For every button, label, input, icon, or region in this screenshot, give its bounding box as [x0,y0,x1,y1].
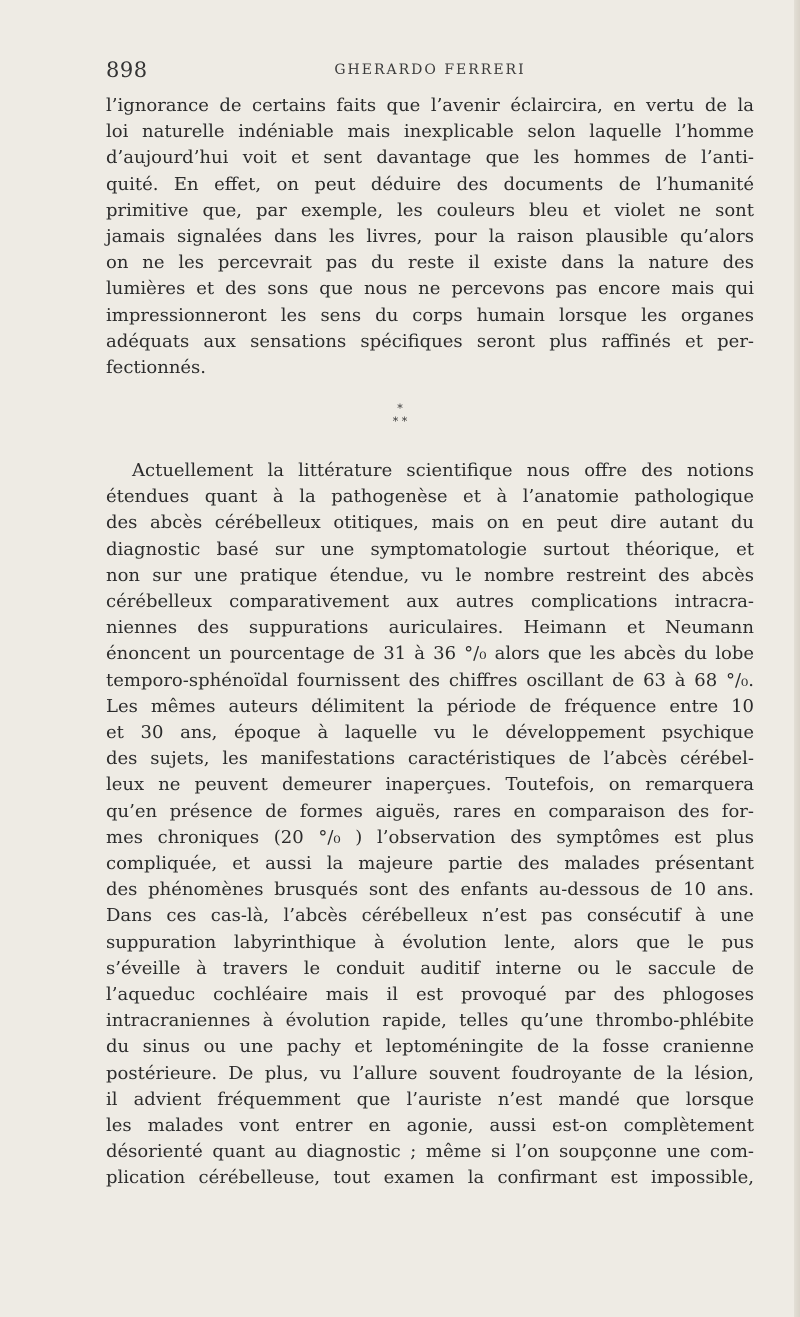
text-line: mes chroniques (20 °/₀ ) l’observation des symptômes est plus [106,826,754,848]
text-line: les malades vont entrer en agonie, aussi est-on complètement [106,1115,754,1137]
paragraph-2 [106,458,754,1192]
text-line: loi naturelle indéniable mais inexplicable selon laquelle l’homme [106,121,754,143]
text-line: l’aqueduc cochléaire mais il est provoqué par des phlogoses [106,984,754,1006]
text-line: adéquats aux sensations spécifiques seront plus raffinés et per- [106,330,754,352]
text-line: suppuration labyrinthique à évolution lente, alors que le pus [106,931,754,953]
text-line: cérébelleux comparativement aux autres complications intracra- [106,591,754,613]
text-line: quité. En effet, on peut déduire des documents de l’humanité [106,173,754,195]
running-head: GHERARDO FERRERI [334,62,526,78]
text-line: des phénomènes brusqués sont des enfants au-dessous de 10 ans. [106,879,754,901]
text-line: d’aujourd’hui voit et sent davantage que les hommes de l’anti- [106,147,754,169]
text-line: qu’en présence de formes aiguës, rares en comparaison des for- [106,800,754,822]
text-line: il advient fréquemment que l’auriste n’est mandé que lorsque [106,1088,754,1110]
text-line: des sujets, les manifestations caractéristiques de l’abcès cérébel- [106,748,754,770]
text-line: non sur une pratique étendue, vu le nombre restreint des abcès [106,564,754,586]
text-line: étendues quant à la pathogenèse et à l’anatomie pathologique [106,486,754,508]
text-line: compliquée, et aussi la majeure partie des malades présentant [106,853,754,875]
text-line: primitive que, par exemple, les couleurs bleu et violet ne sont [106,199,754,221]
paragraph-1 [106,93,754,381]
text-line: temporo-sphénoïdal fournissent des chiffres oscillant de 63 à 68 °/₀. [106,669,754,691]
text-line: leux ne peuvent demeurer inaperçues. Toutefois, on remarquera [106,774,754,796]
text-line: postérieure. De plus, vu l’allure souvent foudroyante de la lésion, [106,1062,754,1084]
text-line: s’éveille à travers le conduit auditif interne ou le saccule de [106,957,754,979]
page-number: 898 [106,58,148,82]
text-line: intracraniennes à évolution rapide, telles qu’une thrombo-phlébite [106,1010,754,1032]
text-line: Les mêmes auteurs délimitent la période de fréquence entre 10 [106,695,754,717]
text-line: des abcès cérébelleux otitiques, mais on en peut dire autant du [106,512,754,534]
page-edge [794,0,800,1317]
text-line: lumières et des sons que nous ne percevons pas encore mais qui [106,278,754,300]
text-line: plication cérébelleuse, tout examen la confirmant est impossible, [106,1167,754,1189]
text-line: impressionneront les sens du corps humain lorsque les organes [106,304,754,326]
text-line: fectionnés. [106,357,207,379]
text-line: et 30 ans, époque à laquelle vu le développement psychique [106,722,754,744]
text-line: jamais signalées dans les livres, pour la raison plausible qu’alors [106,226,754,248]
asterism-separator [0,402,800,428]
asterism-bottom: * * [392,415,408,428]
text-line: niennes des suppurations auriculaires. Heimann et Neumann [106,617,754,639]
text-line: l’ignorance de certains faits que l’avenir éclaircira, en vertu de la [106,95,754,116]
text-line: on ne les percevrait pas du reste il existe dans la nature des [106,252,754,274]
asterism-top: * [397,402,403,415]
text-line: énoncent un pourcentage de 31 à 36 °/₀ alors que les abcès du lobe [106,643,754,665]
text-line: Actuellement la littérature scientifique nous offre des notions [132,460,754,481]
text-line: du sinus ou une pachy et leptoméningite de la fosse cranienne [106,1036,754,1058]
page-header [106,58,754,88]
text-line: désorienté quant au diagnostic ; même si l’on soupçonne une com- [106,1141,754,1163]
text-line: diagnostic basé sur une symptomatologie surtout théorique, et [106,538,754,560]
text-line: Dans ces cas-là, l’abcès cérébelleux n’est pas consécutif à une [106,905,754,927]
